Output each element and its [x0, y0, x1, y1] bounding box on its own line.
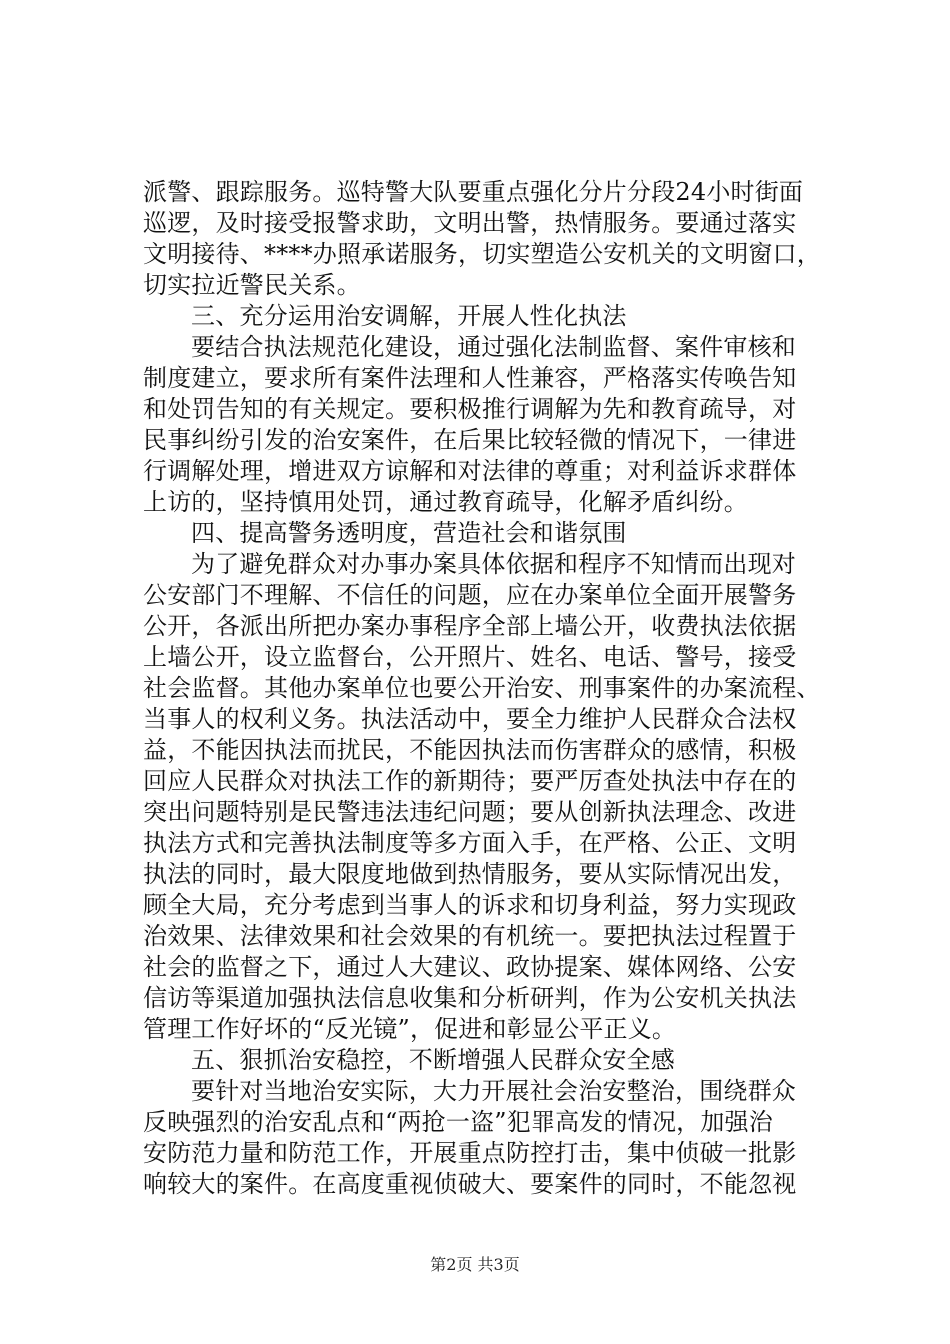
section-heading: 五、狠抓治安稳控，不断增强人民群众安全感: [191, 1046, 675, 1074]
text-line: 管理工作好坏的“反光镜”，促进和彰显公平正义。: [143, 1015, 677, 1043]
text-line: 响较大的案件。在高度重视侦破大、要案件的同时，不能忽视: [143, 1170, 797, 1198]
text-line: 安防范力量和防范工作，开展重点防控打击，集中侦破一批影: [143, 1139, 797, 1167]
section-heading: 三、充分运用治安调解，开展人性化执法: [191, 302, 627, 330]
text-line: 回应人民群众对执法工作的新期待；要严厉查处执法中存在的: [143, 767, 797, 795]
page-number-footer: 第2页 共3页: [430, 1255, 520, 1274]
text-line: 和处罚告知的有关规定。要积极推行调解为先和教育疏导，对: [143, 395, 797, 423]
text-line: 益，不能因执法而扰民，不能因执法而伤害群众的感情，积极: [143, 736, 797, 764]
text-line: 行调解处理，增进双方谅解和对法律的尊重；对利益诉求群体: [143, 457, 797, 485]
text-line: 要结合执法规范化建设，通过强化法制监督、案件审核和: [191, 333, 796, 361]
text-line: 为了避免群众对办事办案具体依据和程序不知情而出现对: [191, 550, 796, 578]
text-line: 派警、跟踪服务。巡特警大队要重点强化分片分段24小时街面: [143, 178, 804, 206]
text-line: 执法方式和完善执法制度等多方面入手，在严格、公正、文明: [143, 829, 797, 857]
text-line: 当事人的权利义务。执法活动中，要全力维护人民群众合法权: [143, 705, 797, 733]
text-line: 治效果、法律效果和社会效果的有机统一。要把执法过程置于: [143, 922, 797, 950]
text-line: 上访的，坚持慎用处罚，通过教育疏导，化解矛盾纠纷。: [143, 488, 748, 516]
text-line: 顾全大局，充分考虑到当事人的诉求和切身利益，努力实现政: [143, 891, 797, 919]
text-line: 公开，各派出所把办案办事程序全部上墙公开，收费执法依据: [143, 612, 797, 640]
text-line: 公安部门不理解、不信任的问题，应在办案单位全面开展警务: [143, 581, 797, 609]
section-heading: 四、提高警务透明度，营造社会和谐氛围: [191, 519, 627, 547]
text-line: 信访等渠道加强执法信息收集和分析研判，作为公安机关执法: [143, 984, 797, 1012]
document-body: [143, 177, 843, 1200]
text-line: 上墙公开，设立监督台，公开照片、姓名、电话、警号，接受: [143, 643, 797, 671]
text-line: 社会监督。其他办案单位也要公开治安、刑事案件的办案流程、: [143, 674, 821, 702]
text-line: 巡逻，及时接受报警求助，文明出警，热情服务。要通过落实: [143, 209, 797, 237]
text-line: 反映强烈的治安乱点和“两抢一盗”犯罪高发的情况，加强治: [143, 1108, 773, 1136]
text-line: 要针对当地治安实际，大力开展社会治安整治，围绕群众: [191, 1077, 796, 1105]
text-line: 社会的监督之下，通过人大建议、政协提案、媒体网络、公安: [143, 953, 797, 981]
text-line: 民事纠纷引发的治安案件，在后果比较轻微的情况下，一律进: [143, 426, 797, 454]
text-line: 执法的同时，最大限度地做到热情服务，要从实际情况出发，: [143, 860, 797, 888]
text-line: 文明接待、****办照承诺服务，切实塑造公安机关的文明窗口，: [143, 240, 821, 268]
text-line: 突出问题特别是民警违法违纪问题；要从创新执法理念、改进: [143, 798, 797, 826]
text-line: 制度建立，要求所有案件法理和人性兼容，严格落实传唤告知: [143, 364, 797, 392]
text-line: 切实拉近警民关系。: [143, 271, 361, 299]
